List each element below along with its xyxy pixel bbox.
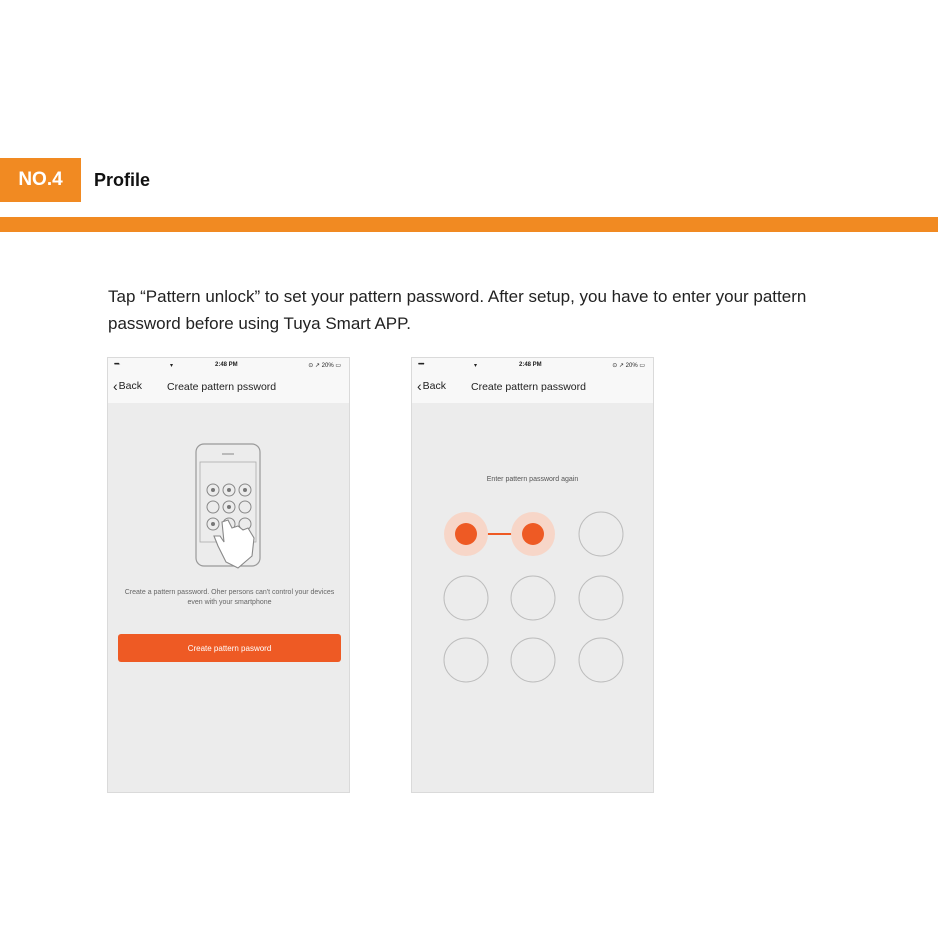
pattern-dot[interactable] (511, 512, 555, 556)
pattern-dot[interactable] (579, 638, 623, 682)
pattern-dot[interactable] (579, 576, 623, 620)
pattern-dot[interactable] (579, 512, 623, 556)
phone-screen-create-pattern (107, 357, 350, 793)
battery-indicator: ⊙ ↗ 20% ▭ (308, 363, 341, 369)
orange-divider (0, 217, 938, 232)
section-title: Profile (94, 170, 151, 190)
battery-indicator: ⊙ ↗ 20% ▭ (612, 363, 645, 369)
phone-hand-pattern-icon (188, 442, 272, 572)
pattern-dot[interactable] (511, 638, 555, 682)
wifi-icon: ▾ (474, 363, 478, 369)
pattern-description: Create a pattern password. Oher persons can't control your devices even with your smartphone (124, 589, 335, 606)
pattern-dot[interactable] (444, 576, 488, 620)
pattern-dot[interactable] (511, 576, 555, 620)
signal-indicator: ••••◦ (114, 362, 120, 368)
wifi-icon: ▾ (170, 363, 174, 369)
section-number-badge: NO.4 (0, 158, 81, 202)
pattern-dot[interactable] (444, 638, 488, 682)
status-time: 2:48 PM (519, 362, 542, 368)
phone-screen-confirm-pattern (411, 357, 654, 793)
status-bar (108, 362, 349, 372)
create-pattern-button[interactable]: Create pattern pasword (118, 634, 341, 662)
back-button[interactable] (113, 380, 142, 392)
signal-indicator: ••••• (418, 362, 424, 368)
back-label: Back (422, 380, 447, 392)
status-time: 2:48 PM (215, 362, 238, 368)
nav-bar (108, 358, 349, 403)
pattern-dot[interactable] (444, 512, 488, 556)
chevron-left-icon: ‹ (417, 378, 422, 394)
intro-text: Tap “Pattern unlock” to set your pattern password. After setup, you have to enter your pattern password before using Tuya Smart APP. (108, 287, 807, 333)
screen-title: Create pattern pssword (167, 381, 277, 393)
chevron-left-icon: ‹ (113, 378, 118, 394)
back-label: Back (118, 380, 143, 392)
pattern-lock-grid[interactable] (412, 358, 654, 793)
screen-title: Create pattern password (471, 381, 586, 393)
pattern-prompt: Enter pattern password again (486, 476, 579, 483)
